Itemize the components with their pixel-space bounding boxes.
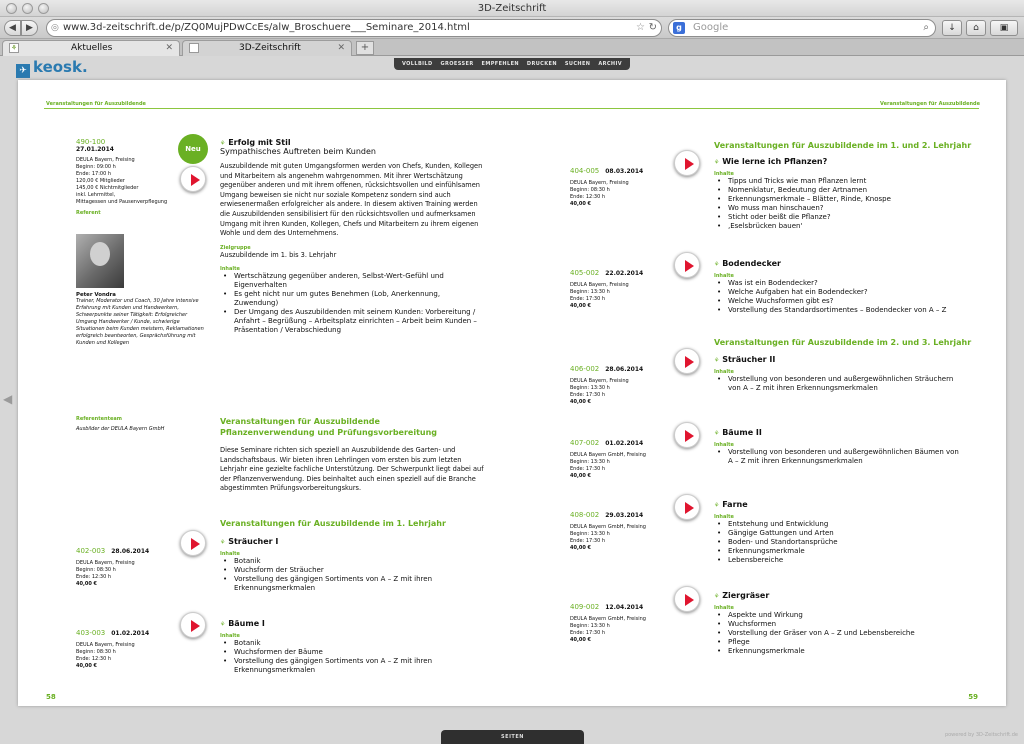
event-body [714,355,964,393]
inhalte-list [714,520,964,565]
event-meta [570,430,670,480]
location-line: DEULA Bayern, Freising [76,560,135,566]
powered-by: powered by 3D-Zeitschrift.de [944,732,1018,738]
menu-archiv[interactable]: ARCHIV [598,61,623,67]
event-date: 29.03.2014 [605,512,644,519]
event-meta [76,620,176,670]
list-item: • Der Umgang des Auszubildenden mit seinem Kunden: Vorbereitung / Anfahrt – Begrüßung – Arbeitsplatz einrichten – Arbeit beim Kunden – Präsentation / Verabschiedung [220,308,485,335]
list-item: • Erkennungsmerkmale – Blätter, Rinde, Knospe [714,195,964,204]
menu-groesser[interactable]: GROESSER [440,61,474,67]
close-tab-icon[interactable]: ✕ [165,43,173,53]
window-controls[interactable] [6,3,49,14]
event-date: 28.06.2014 [605,366,644,373]
location-line: Beginn: 13:30 h [570,289,610,295]
event-title: Sträucher I [228,537,279,546]
play-button[interactable] [674,422,700,448]
location-line: Ende: 17:30 h [570,538,606,544]
inhalte-list [220,272,485,335]
pages-button[interactable]: SEITEN [441,730,584,744]
event-location [570,452,670,480]
location-line: Beginn: 08:30 h [76,567,116,573]
referent-photo [76,234,124,288]
viewer-menu [394,58,630,70]
page-number-left: 58 [46,693,56,701]
event-code: 405-002 [570,269,600,277]
event-date: 01.02.2014 [111,630,150,637]
close-tab-icon[interactable]: ✕ [337,43,345,53]
heading-line: Veranstaltungen für Auszubildende [220,417,380,426]
event-location [570,524,670,552]
magazine-viewer [0,56,1024,744]
location-line: DEULA Bayern GmbH, Freising [570,616,646,622]
event-meta [76,538,176,588]
location-line: DEULA Bayern GmbH, Freising [570,524,646,530]
event-body [714,157,964,231]
location-line: Beginn: 09:00 h [76,164,116,170]
list-item: • Pflege [714,638,964,647]
event-body [714,428,964,466]
location-line: Beginn: 13:30 h [570,459,610,465]
event-title: Bodendecker [722,259,781,268]
event-date: 08.03.2014 [605,168,644,175]
list-item: • Nomenklatur, Bedeutung der Artnamen [714,186,964,195]
browser-toolbar [0,17,1024,39]
play-button[interactable] [674,348,700,374]
list-item: • Entstehung und Entwicklung [714,520,964,529]
list-item: • Botanik [220,639,470,648]
window-title: 3D-Zeitschrift [477,3,547,14]
event-title: Farne [722,500,748,509]
inhalte-label: Inhalte [714,442,734,448]
event-code: 408-002 [570,511,600,519]
event-price: 40,00 € [570,201,592,207]
location-line: DEULA Bayern, Freising [570,378,629,384]
event-meta [570,502,670,552]
event-price: 40,00 € [570,637,592,643]
search-placeholder: Google [693,22,729,33]
list-item: • Es geht nicht nur um gutes Benehmen (Lob, Anerkennung, Zuwendung) [220,290,485,308]
bookmark-star-icon[interactable]: ☆ [636,22,645,33]
list-item: • Wo muss man hinschauen? [714,204,964,213]
event-code: 406-002 [570,365,600,373]
event-location [570,378,670,406]
location-line: DEULA Bayern, Freising [76,157,135,163]
event-title: Ziergräser [722,591,770,600]
list-item: • Wuchsformen [714,620,964,629]
leaf-icon: ⚘ [714,159,720,166]
event-price: 40,00 € [570,473,592,479]
inhalte-list [714,611,964,656]
main-event [220,138,485,335]
team-description: Diese Seminare richten sich speziell an Auszubildende des Garten- und Landschaftsbaus. Wir bieten ihren Lehrlingen vom ersten bis zum letzten Lehrjahr eine gezielte fachliche Unterstützung. Der Schwerpunkt liegt dabei auf der Pflanzenverwendung. Dies beinhaltet auch einen speziell auf die Branche abgestimmten Prüfungsvorbereitungskurs. [220,446,484,493]
referent-label: Referent [76,210,101,216]
team-label: Referententeam [76,416,122,422]
play-button[interactable] [674,586,700,612]
page-number-right: 59 [968,693,978,701]
list-item: • Vorstellung des gängigen Sortiments von A – Z mit ihren Erkennungsmerkmalen [220,575,470,593]
event-price: 40,00 € [76,663,98,669]
inhalte-list [714,448,964,466]
event-title: Bäume I [228,619,265,628]
play-button[interactable] [180,612,206,638]
event-meta [570,260,670,310]
list-item: • Vorstellung von besonderen und außergewöhnlichen Bäumen von A – Z mit ihren Erkennungsmerkmalen [714,448,964,466]
list-item: • Gängige Gattungen und Arten [714,529,964,538]
event-date: 28.06.2014 [111,548,150,555]
event-price: 40,00 € [570,399,592,405]
menu-suchen[interactable]: SUCHEN [564,61,591,67]
page-icon [189,43,199,53]
list-item: • Wertschätzung gegenüber anderen, Selbst-Wert-Gefühl und Eigenverhalten [220,272,485,290]
list-item: • ‚Eselsbrücken bauen' [714,222,964,231]
inhalte-list [220,557,470,593]
event-body [714,259,964,315]
location-line: Beginn: 13:30 h [570,531,610,537]
event-code: 402-003 [76,547,106,555]
event-location [76,560,176,588]
event-code: 403-003 [76,629,106,637]
minimize-icon[interactable] [22,3,33,14]
inhalte-label: Inhalte [714,273,734,279]
event-date: 12.04.2014 [605,604,644,611]
keosk-icon: ✈ [16,64,30,78]
close-icon[interactable] [6,3,17,14]
leaf-icon: ⚘ [220,140,226,147]
section-heading: Veranstaltungen für Auszubildende im 1. und 2. Lehrjahr [714,141,972,150]
event-body [220,619,470,675]
location-line: Beginn: 13:30 h [570,623,610,629]
inhalte-label: Inhalte [714,369,734,375]
tab-3d-zeitschrift[interactable] [182,40,352,56]
list-item: • Wuchsform der Sträucher [220,566,470,575]
event-meta [76,138,176,216]
list-item: • Botanik [220,557,470,566]
inhalte-label: Inhalte [220,266,240,273]
team-block [76,416,206,433]
location-line: Ende: 12:30 h [76,574,112,580]
location-line: Ende: 17:30 h [570,392,606,398]
play-button[interactable] [674,150,700,176]
forward-button[interactable]: ▶ [21,20,38,36]
location-line: Ende: 12:30 h [570,194,606,200]
event-code: 407-002 [570,439,600,447]
inhalte-label: Inhalte [714,171,734,177]
section-heading: Veranstaltungen für Auszubildende im 2. und 3. Lehrjahr [714,338,972,347]
location-line: DEULA Bayern, Freising [76,642,135,648]
event-meta [570,356,670,406]
leaf-icon: ⚘ [714,261,720,268]
list-item: • Lebensbereiche [714,556,964,565]
event-title: Sträucher II [722,355,776,364]
event-location [570,282,670,310]
inhalte-label: Inhalte [220,633,240,639]
list-item: • Vorstellung des gängigen Sortiments von A – Z mit ihren Erkennungsmerkmalen [220,657,470,675]
list-item: • Vorstellung der Gräser von A – Z und Lebensbereiche [714,629,964,638]
event-location [76,642,176,670]
prev-page-icon[interactable]: ◀ [3,392,13,406]
referent-name: Peter Vondra [76,292,116,298]
event-meta [570,158,670,208]
inhalte-label: Inhalte [714,514,734,520]
location-line: Mittagessen und Pausenverpflegung [76,199,168,205]
location-line: inkl. Lehrmittel, [76,192,116,198]
leaf-icon: ⚘ [220,539,226,546]
tab-label: 3D-Zeitschrift [239,43,301,53]
event-meta [570,594,670,644]
tab-bar [0,39,1024,56]
event-code: 409-002 [570,603,600,611]
location-line: Ende: 17:30 h [570,466,606,472]
event-title: Bäume II [722,428,762,437]
location-line: Ende: 17:00 h [76,171,112,177]
new-badge: Neu [178,134,208,164]
location-line: Beginn: 13:30 h [570,385,610,391]
zoom-icon[interactable] [38,3,49,14]
header-left: Veranstaltungen für Auszubildende [46,101,146,107]
leaf-icon: ⚘ [714,593,720,600]
list-item: • Aspekte und Wirkung [714,611,964,620]
leaf-icon: ⚘ [714,502,720,509]
location-line: Beginn: 08:30 h [76,649,116,655]
address-bar[interactable] [46,19,662,37]
location-line: DEULA Bayern, Freising [570,282,629,288]
location-line: 120,00 € Mitglieder [76,178,125,184]
event-code: 404-005 [570,167,600,175]
leaf-icon: ⚘ [714,357,720,364]
back-button[interactable]: ◀ [4,20,21,36]
event-body [714,591,964,656]
inhalte-list [714,177,964,231]
play-button[interactable] [180,166,206,192]
location-line: DEULA Bayern GmbH, Freising [570,452,646,458]
event-body [714,500,964,565]
list-item: • Welche Wuchsformen gibt es? [714,297,964,306]
tab-label: Aktuelles [71,43,113,53]
list-item: • Erkennungsmerkmale [714,547,964,556]
event-code: 490-100 [76,138,106,146]
location-line: 145,00 € Nichtmitglieder [76,185,139,191]
reload-icon[interactable]: ↻ [648,22,657,33]
list-item: • Tipps und Tricks wie man Pflanzen lernt [714,177,964,186]
event-subtitle: Sympathisches Auftreten beim Kunden [220,147,376,156]
home-button[interactable]: ⌂ [966,20,986,36]
section-heading: Veranstaltungen für Auszubildende im 1. Lehrjahr [220,519,446,528]
event-price: 40,00 € [570,303,592,309]
download-button[interactable]: ↓ [942,20,962,36]
menu-drucken[interactable]: DRUCKEN [526,61,557,67]
play-button[interactable] [674,494,700,520]
referent-block [76,292,206,347]
inhalte-label: Inhalte [714,605,734,611]
event-price: 40,00 € [570,545,592,551]
zielgruppe-text: Auszubildende im 1. bis 3. Lehrjahr [220,250,337,259]
inhalte-list [714,375,964,393]
list-item: • Wuchsformen der Bäume [220,648,470,657]
play-button[interactable] [180,530,206,556]
list-item: • Boden- und Standortansprüche [714,538,964,547]
event-price: 40,00 € [76,581,98,587]
menu-vollbild[interactable]: VOLLBILD [401,61,433,67]
header-right: Veranstaltungen für Auszubildende [880,101,980,107]
leaf-icon: ⚘ [714,430,720,437]
leaf-icon: ⚘ [10,44,18,52]
menu-empfehlen[interactable]: EMPFEHLEN [481,61,519,67]
search-input[interactable] [668,19,936,37]
url-text: www.3d-zeitschrift.de/p/ZQ0MujPDwCcEs/alw_Broschuere___Seminare_2014.html [63,22,470,33]
tab-aktuelles[interactable] [2,40,180,56]
referent-bio: Trainer, Moderator und Coach, 30 Jahre intensive Erfahrung mit Kunden und Handwerkern, Schwerpunkte seiner Tätigkeit: Erfolgreicher Umgang Handwerker / Kunde, schwierige Situationen beim Kunden meistern, Reklamationen erfolgreich beantworten, Gesprächsführung mit Kunden und Kollegen [76,298,204,346]
addons-button[interactable]: ▣ [990,20,1018,36]
divider [44,108,979,109]
location-line: Ende: 12:30 h [76,656,112,662]
event-location [570,180,670,208]
google-icon: g [673,22,685,34]
heading-line: Pflanzenverwendung und Prüfungsvorbereitung [220,428,438,437]
location-line: DEULA Bayern, Freising [570,180,629,186]
globe-icon: ◎ [51,23,59,33]
new-tab-button[interactable]: + [356,41,374,55]
search-icon[interactable]: ⌕ [923,22,929,33]
inhalte-label: Inhalte [220,551,240,557]
event-date: 27.01.2014 [76,146,114,153]
window-titlebar [0,0,1024,17]
section-heading [220,416,480,438]
location-line: Ende: 17:30 h [570,630,606,636]
team-text: Ausbilder der DEULA Bayern GmbH [76,426,165,432]
zielgruppe-label: Zielgruppe [220,244,251,251]
inhalte-list [714,279,964,315]
list-item: • Vorstellung des Standardsortimentes – Bodendecker von A – Z [714,306,964,315]
event-date: 22.02.2014 [605,270,644,277]
list-item: • Erkennungsmerkmale [714,647,964,656]
leaf-icon: ⚘ [220,621,226,628]
location-line: Beginn: 08:30 h [570,187,610,193]
event-body [220,537,470,593]
list-item: • Vorstellung von besonderen und außergewöhnlichen Sträuchern von A – Z mit ihren Erkennungsmerkmalen [714,375,964,393]
event-date: 01.02.2014 [605,440,644,447]
play-button[interactable] [674,252,700,278]
event-location [570,616,670,644]
list-item: • Welche Aufgaben hat ein Bodendecker? [714,288,964,297]
list-item: • Sticht oder beißt die Pflanze? [714,213,964,222]
location-line: Ende: 17:30 h [570,296,606,302]
inhalte-list [220,639,470,675]
event-location [76,157,176,206]
keosk-logo[interactable] [16,58,88,78]
event-title: Erfolg mit Stil [228,138,291,147]
list-item: • Was ist ein Bodendecker? [714,279,964,288]
logo-text: keosk. [33,58,88,76]
event-description: Auszubildende mit guten Umgangsformen werden von Chefs, Kunden, Kollegen und Mitarbeitern als angenehm wahrgenommen. Mit ihrer Wertschätzung gegenüber anderen und mit ihrem offenen, rücksichtsvollen und einfühlsamen Umgang beweisen sie nicht nur soziale Kompetenz sondern sind auch erwiesenermaßen erfolgreicher als andere. In diesem aktiven Training werden die Auszubildenden sensibilisiert für den rücksichtsvollen und aufmerksamen Umgang mit ihren Kunden, Kollegen, Chefs und Mitarbeitern zu ihrem eigenen Wohle und dem des Unternehmens. [220,162,483,238]
event-title: Wie lerne ich Pflanzen? [722,157,828,166]
magazine-spread [18,80,1006,706]
